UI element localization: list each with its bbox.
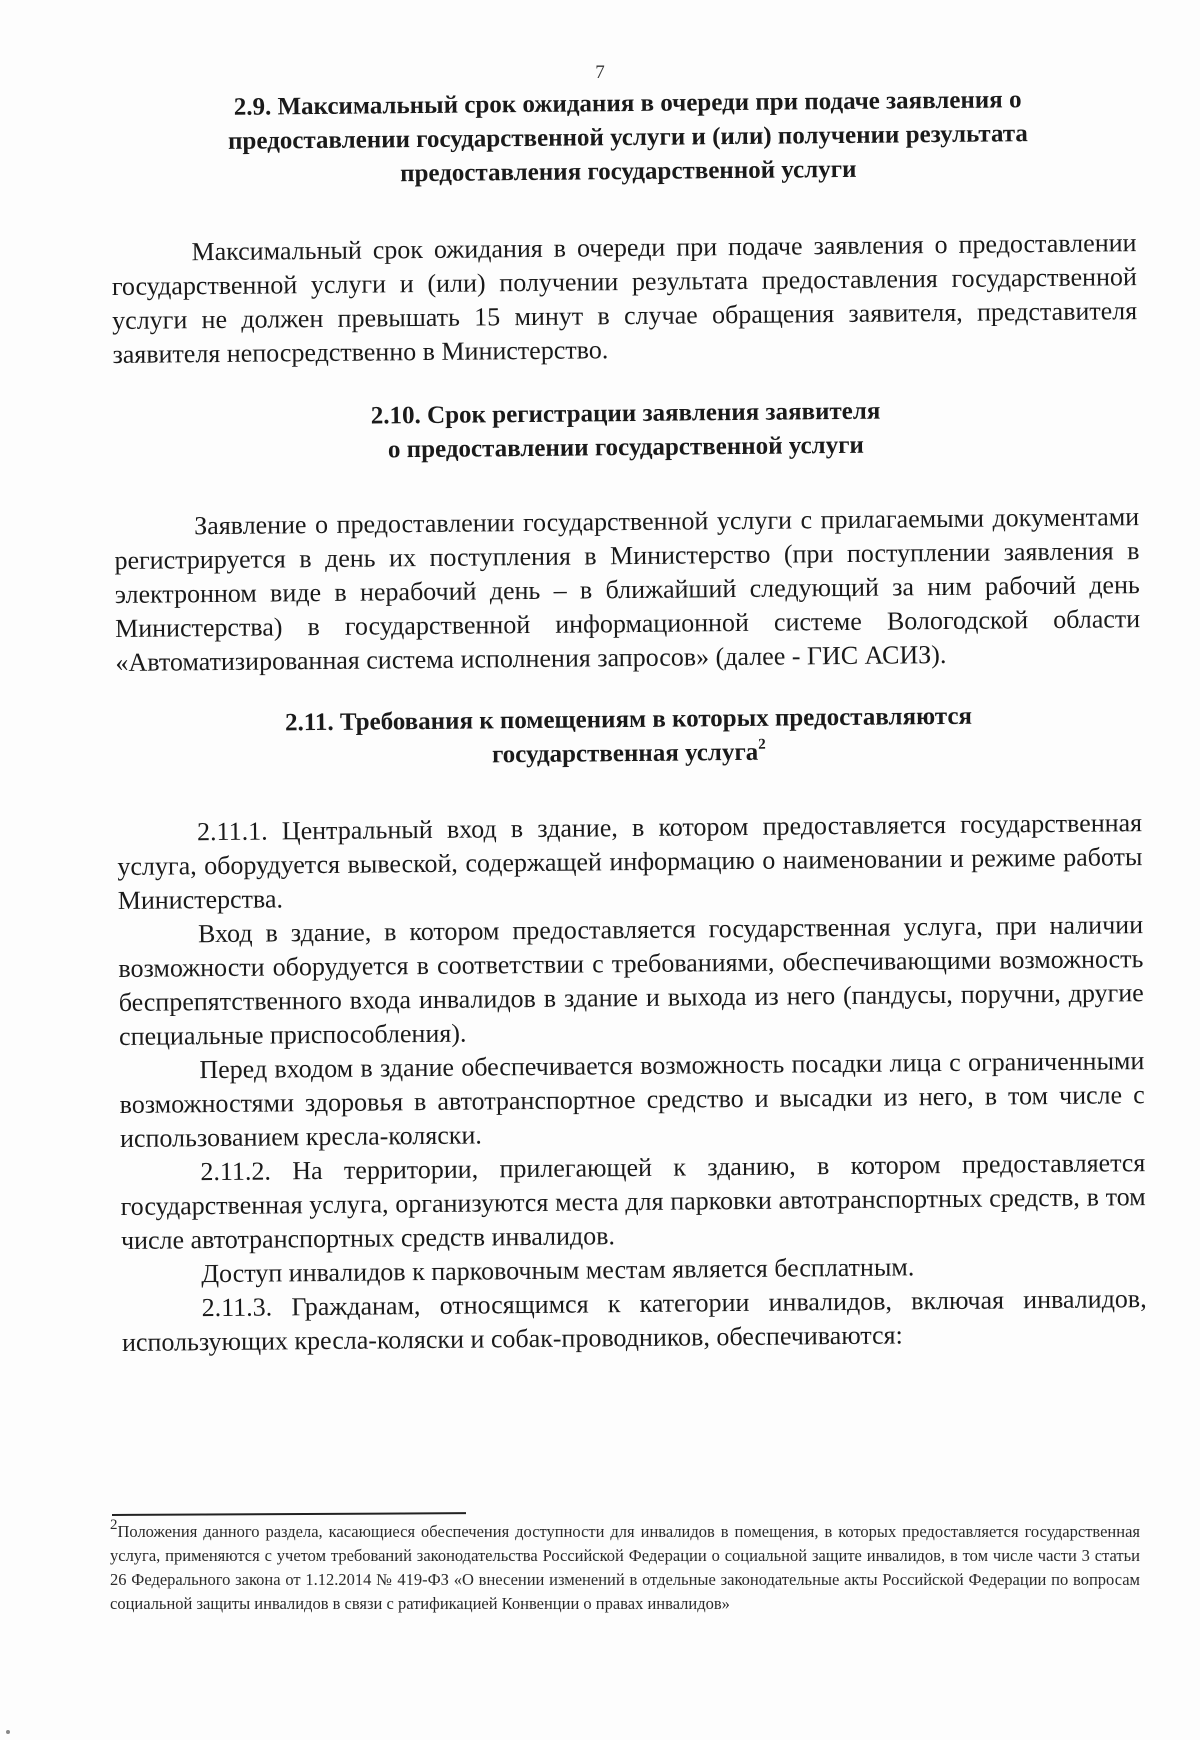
footnote-reference: 2 — [758, 736, 766, 753]
heading-line: предоставлении государственной услуги и (или) получении результата — [227, 120, 1028, 155]
paragraph: Вход в здание, в котором предоставляется государственная услуга, при наличии возможности оборудуется в соответствии с требованиями, обеспечивающими возможность беспрепятственного входа инвалидов в здание и выхода из него (пандусы, поручни, другие специальные приспособления). — [118, 910, 1144, 1051]
paragraph: Заявление о предоставлении государственной услуги с прилагаемыми документами регистрируется в день их поступления в Министерство (при поступлении заявления в электронном виде в нерабочий день – в ближайший следующий за ним рабочий день Министерства) в государственной информационной системе Вологодской области «Автоматизированная система исполнения запросов» (далее - ГИС АСИЗ). — [114, 502, 1141, 677]
paragraph: Максимальный срок ожидания в очереди при подаче заявления о предоставлении государственной услуги и (или) получении результата предоставления государственной услуги не должен превышать 15 минут в случае обращения заявителя, представителя заявителя непосредственно в Министерство. — [111, 228, 1138, 369]
heading-line: 2.10. Срок регистрации заявления заявителя — [370, 397, 881, 430]
section-heading-2-9 — [110, 82, 1136, 194]
footnote-mark: 2 — [110, 1516, 118, 1533]
paragraph: Перед входом в здание обеспечивается возможность посадки лица с ограниченными возможностями здоровья в автотранспортное средство и высадки из него, в том числе с использованием кресла-коляски. — [119, 1046, 1145, 1153]
paragraph: Доступ инвалидов к парковочным местам является бесплатным. — [201, 1252, 915, 1289]
paragraph: 2.11.1. Центральный вход в здание, в котором предоставляется государственная услуга, оборудуется вывеской, содержащей информацию о наименовании и режиме работы Министерства. — [117, 808, 1143, 915]
footnote-divider — [112, 1512, 466, 1516]
footnote — [110, 1516, 1140, 1616]
heading-line-text: государственная услуга — [491, 738, 759, 769]
page-number: 7 — [595, 62, 605, 83]
section-heading-2-11 — [116, 698, 1142, 776]
footnote-text: Положения данного раздела, касающиеся обеспечения доступности для инвалидов в помещения, в которых предоставляется государственная услуга, применяются с учетом требований законодательства Российской Федерации о социальной защите инвалидов, в том числе части 3 статьи 26 Федерального закона от 1.12.2014 № 419-ФЗ «О внесении изменений в отдельные законодательные акты Российской Федерации по вопросам социальной защиты инвалидов в связи с ратификацией Конвенции о правах инвалидов» — [110, 1522, 1140, 1613]
heading-line: предоставления государственной услуги — [400, 155, 857, 188]
scan-artifact — [6, 1730, 10, 1734]
heading-line: 2.9. Максимальный срок ожидания в очереди при подаче заявления о — [233, 86, 1022, 121]
paragraph: 2.11.3. Гражданам, относящимся к категории инвалидов, включая инвалидов, использующих кресла-коляски и собак-проводников, обеспечиваются: — [121, 1284, 1147, 1357]
document-body — [110, 82, 1147, 1360]
paragraph: 2.11.2. На территории, прилегающей к зданию, в котором предоставляется государственная услуга, организуются места для парковки автотранспортных средств, в том числе автотранспортных средств инвалидов. — [120, 1148, 1146, 1255]
heading-line: 2.11. Требования к помещениям в которых предоставляются — [284, 702, 973, 737]
section-heading-2-10 — [113, 392, 1139, 470]
heading-line: о предоставлении государственной услуги — [387, 431, 865, 464]
